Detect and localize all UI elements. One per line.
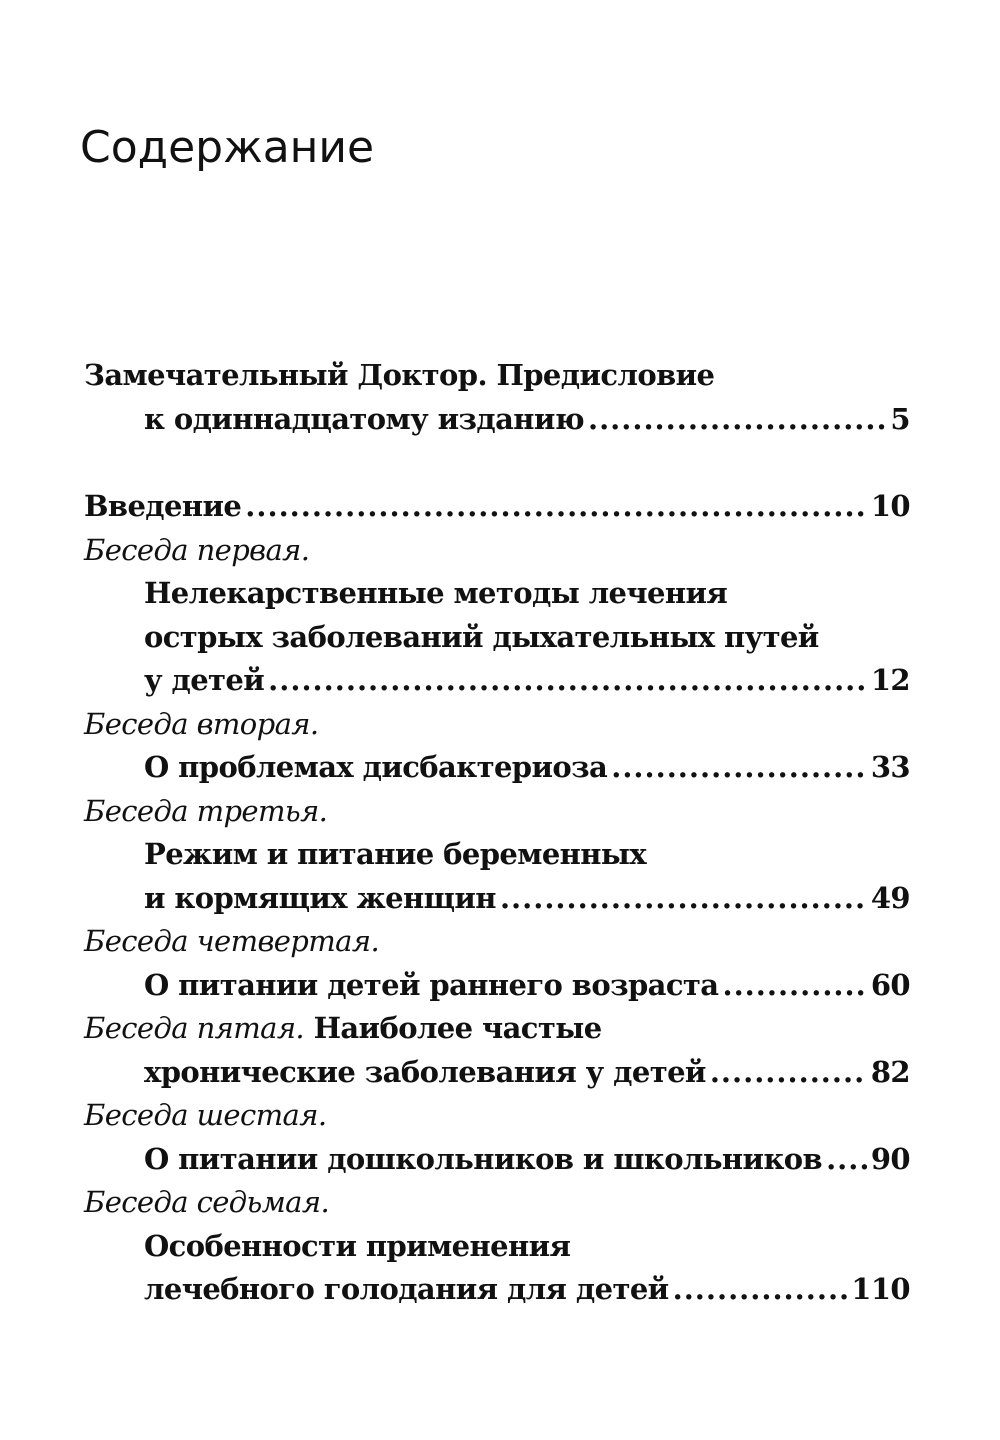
toc-entry-talk4-line1 bbox=[84, 968, 910, 1012]
talk-label: Беседа шестая. bbox=[84, 1098, 327, 1132]
toc-entry-talk1-line2 bbox=[84, 620, 910, 664]
toc-entry-text: О питании дошкольников и школьников bbox=[144, 1141, 823, 1176]
talk-label: Беседа пятая. bbox=[84, 1011, 305, 1045]
toc-entry-preface-line1 bbox=[84, 358, 910, 402]
page-number: 33 bbox=[870, 750, 910, 784]
toc-entry-talk2-line1 bbox=[84, 750, 910, 794]
toc-entry-text: Особенности применения bbox=[144, 1228, 571, 1263]
page-number: 49 bbox=[870, 880, 910, 915]
page-number: 110 bbox=[851, 1272, 910, 1306]
toc-entry-talk7-line1 bbox=[84, 1229, 910, 1273]
toc-entry-text: О питании детей раннего возраста bbox=[144, 967, 719, 1002]
toc-entry-text: Наиболее частые bbox=[313, 1011, 602, 1045]
page-number: 10 bbox=[870, 489, 910, 523]
toc-entry-text: к одиннадцатому изданию bbox=[144, 401, 584, 436]
page-number: 60 bbox=[870, 967, 910, 1002]
toc-talk-label bbox=[84, 1098, 910, 1142]
dot-leader bbox=[245, 489, 867, 523]
toc-entry-text: Нелекарственные методы лечения bbox=[144, 576, 728, 610]
toc-talk-label bbox=[84, 707, 910, 751]
toc-entry-talk6-line1 bbox=[84, 1142, 910, 1186]
dot-leader bbox=[611, 750, 867, 784]
dot-leader bbox=[710, 1055, 867, 1089]
toc-entry-talk7-line2 bbox=[84, 1272, 910, 1316]
page-number: 12 bbox=[870, 663, 910, 697]
dot-leader bbox=[673, 1272, 848, 1306]
talk-label: Беседа седьмая. bbox=[84, 1185, 330, 1219]
dot-leader bbox=[826, 1142, 867, 1176]
page-number: 5 bbox=[890, 401, 910, 436]
talk-label: Беседа четвертая. bbox=[84, 924, 380, 958]
dot-leader bbox=[268, 663, 867, 697]
toc-talk-label bbox=[84, 794, 910, 838]
dot-leader bbox=[500, 881, 867, 915]
toc-entry-text: острых заболеваний дыхательных путей bbox=[144, 619, 819, 654]
toc-talk-label bbox=[84, 533, 910, 577]
toc-entry-talk1-line3 bbox=[84, 663, 910, 707]
toc-entry-text: Замечательный Доктор. Предисловие bbox=[84, 358, 715, 392]
toc-entry-text: хронические заболевания у детей bbox=[144, 1054, 706, 1089]
dot-leader bbox=[722, 968, 866, 1002]
toc-entry-preface-line2 bbox=[84, 402, 910, 446]
toc-entry-text: у детей bbox=[144, 663, 265, 697]
talk-label: Беседа первая. bbox=[84, 532, 310, 567]
toc-entry-text bbox=[304, 1011, 314, 1045]
toc-talk-label-mixed bbox=[84, 1011, 910, 1055]
page-title: Содержание bbox=[80, 122, 375, 173]
toc-talk-label bbox=[84, 1185, 910, 1229]
toc-entry-text: лечебного голодания для детей bbox=[144, 1272, 669, 1306]
toc-entry-talk5-line2 bbox=[84, 1055, 910, 1099]
spacer bbox=[84, 445, 910, 489]
dot-leader bbox=[588, 402, 886, 436]
page-number: 82 bbox=[870, 1054, 910, 1089]
toc-talk-label bbox=[84, 924, 910, 968]
page-number: 90 bbox=[870, 1141, 910, 1176]
toc-entry-intro bbox=[84, 489, 910, 533]
toc-entry-text: и кормящих женщин bbox=[144, 880, 496, 915]
toc-entry-talk3-line1 bbox=[84, 837, 910, 881]
toc-entry-talk3-line2 bbox=[84, 881, 910, 925]
table-of-contents bbox=[84, 358, 910, 1316]
talk-label: Беседа третья. bbox=[84, 793, 328, 828]
toc-entry-text: О проблемах дисбактериоза bbox=[144, 750, 608, 784]
toc-entry-talk1-line1 bbox=[84, 576, 910, 620]
talk-label: Беседа вторая. bbox=[84, 706, 319, 741]
toc-entry-text: Режим и питание беременных bbox=[144, 837, 647, 871]
toc-entry-text: Введение bbox=[84, 489, 242, 523]
